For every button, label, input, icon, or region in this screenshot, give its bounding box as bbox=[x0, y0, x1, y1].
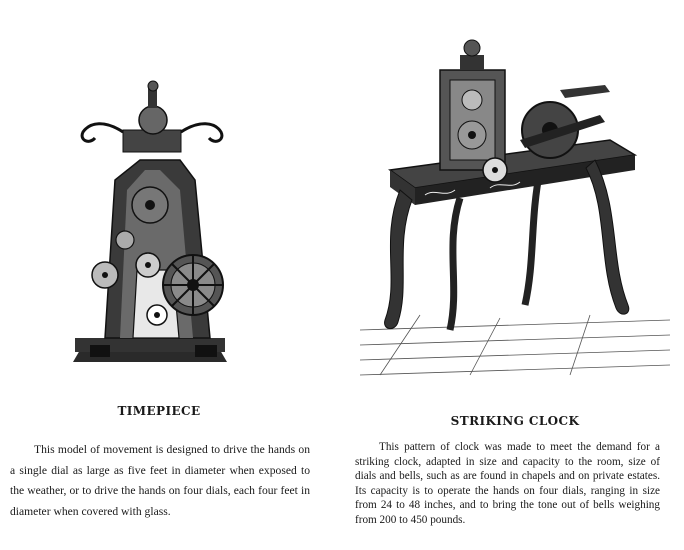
striking-clock-caption: STRIKING CLOCK bbox=[450, 414, 580, 428]
timepiece-description: This model of movement is designed to drive the hands on a single dial as large as five feet in diameter when exposed to the weather, or to drive the hands on four dials, each four feet in diameter when covered with glass. bbox=[10, 443, 310, 518]
timepiece-caption: TIMEPIECE bbox=[117, 404, 201, 418]
striking-clock-description: This pattern of clock was made to meet the demand for a striking clock, adapted in size and capacity to the room, size of dials and bells, such as are found in chapels and on private estates. Its capacity is to operate the hands on four dials, ranging in size from 24 to 48 inches, and to bring the tone out of bells weighing from 200 to 450 pounds. bbox=[355, 441, 660, 526]
striking-clock-panel bbox=[342, 0, 684, 550]
timepiece-illustration bbox=[45, 70, 255, 375]
striking-clock-illustration bbox=[360, 30, 670, 380]
